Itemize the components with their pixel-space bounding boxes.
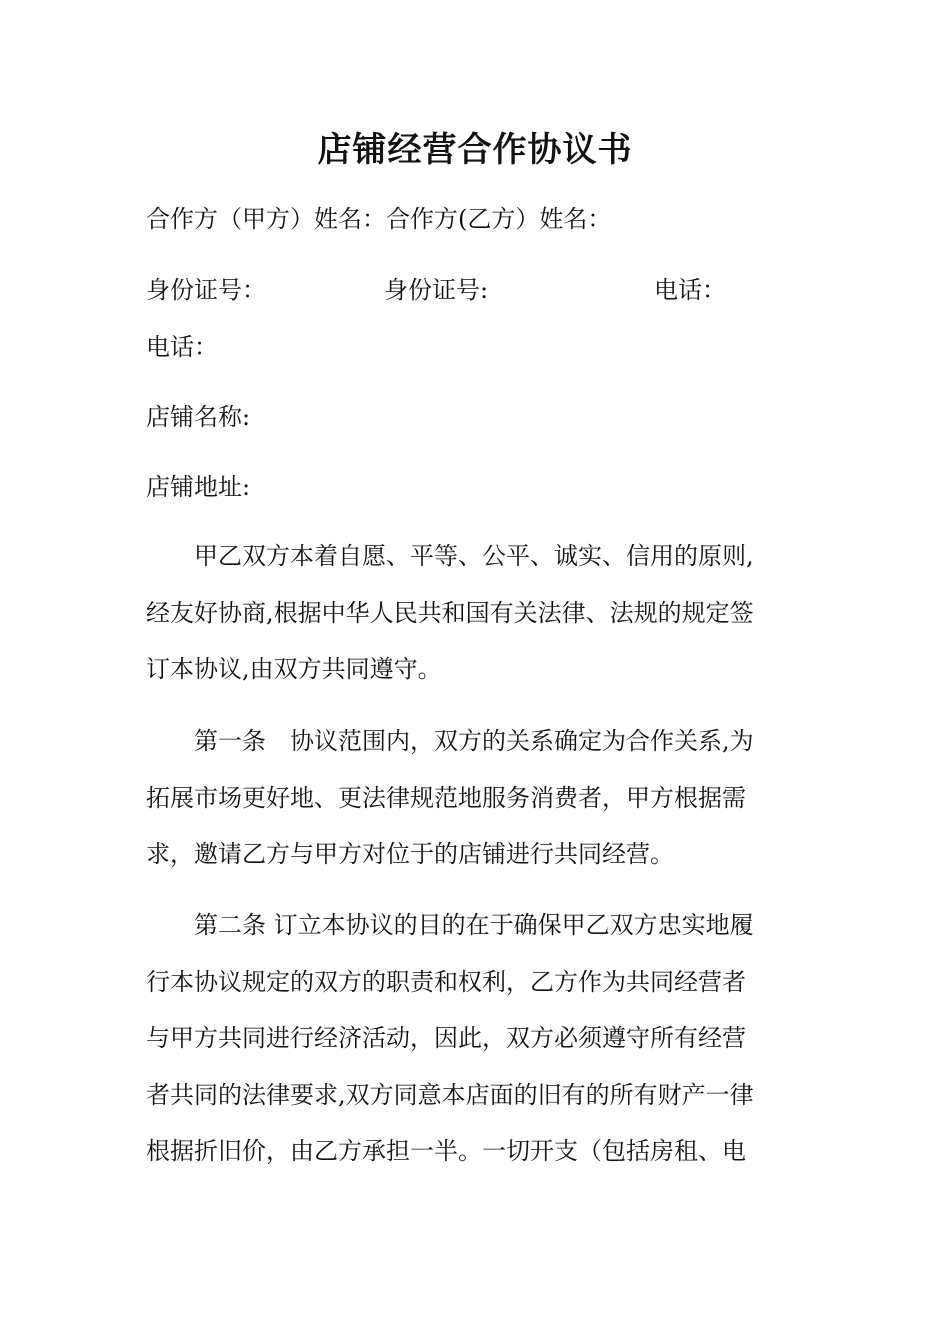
phone-label-party-a: 电话： <box>654 276 726 304</box>
paragraph-line: 根据折旧价，由乙方承担一半。一切开支（包括房租、电 <box>146 1137 746 1165</box>
paragraph-line: 经友好协商,根据中华人民共和国有关法律、法规的规定签 <box>146 598 754 627</box>
party-names-line: 合作方（甲方）姓名：合作方(乙方）姓名： <box>146 205 612 233</box>
paragraph-line: 者共同的法律要求,双方同意本店面的旧有的所有财产一律 <box>146 1080 754 1109</box>
paragraph-line: 甲乙双方本着自愿、平等、公平、诚实、信用的原则, <box>146 542 754 570</box>
paragraph-intro <box>146 528 806 698</box>
paragraph-line: 订本协议,由双方共同遵守。 <box>146 655 442 683</box>
document-title: 店铺经营合作协议书 <box>317 130 633 170</box>
paragraph-line: 与甲方共同进行经济活动，因此，双方必须遵守所有经营 <box>146 1024 746 1052</box>
paragraph-article-2 <box>146 897 806 1180</box>
shop-address-field: 店铺地址: <box>146 473 251 501</box>
id-phone-line <box>146 273 806 307</box>
paragraph-line: 求，邀请乙方与甲方对位于的店铺进行共同经营。 <box>146 840 674 868</box>
phone-label-party-b: 电话： <box>146 333 218 361</box>
paragraph-article-1 <box>146 713 806 883</box>
id-label-party-a: 身份证号： <box>146 276 266 304</box>
paragraph-line: 第二条 订立本协议的目的在于确保甲乙双方忠实地履 <box>146 911 754 939</box>
paragraph-line: 第一条 协议范围内，双方的关系确定为合作关系,为 <box>146 727 754 755</box>
paragraph-line: 行本协议规定的双方的职责和权利，乙方作为共同经营者 <box>146 967 746 996</box>
shop-name-field: 店铺名称: <box>146 403 251 431</box>
id-label-party-b: 身份证号: <box>384 276 489 304</box>
paragraph-line: 拓展市场更好地、更法律规范地服务消费者，甲方根据需 <box>146 783 746 812</box>
